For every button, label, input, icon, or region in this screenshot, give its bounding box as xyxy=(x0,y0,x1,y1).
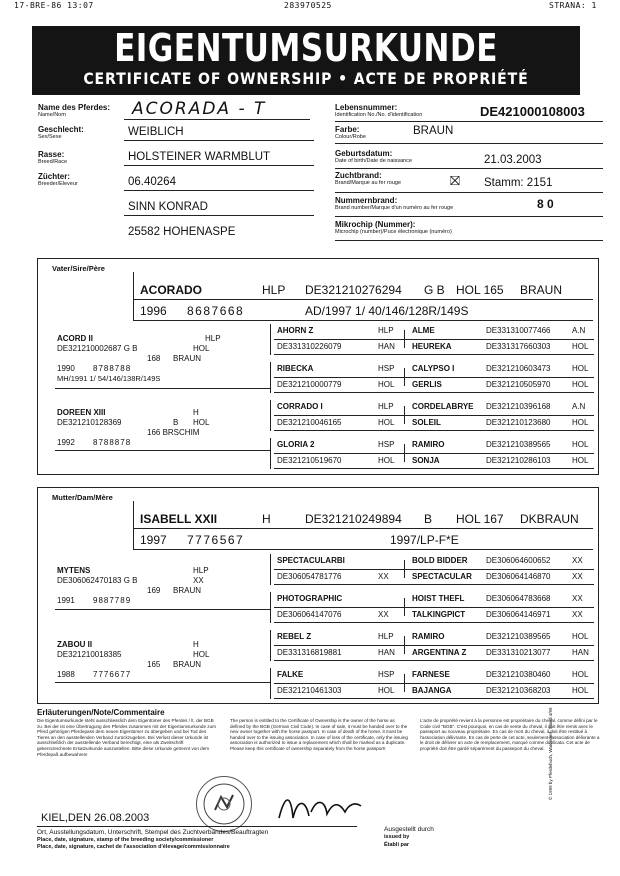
sire-ggp-3-mid-bracket xyxy=(404,406,405,424)
dam-ggp-2-sire-studbook: XX xyxy=(572,594,583,603)
sire-ggp-4-studbook: HOL xyxy=(378,456,395,465)
dam-ggp-4-sire-line xyxy=(404,683,594,684)
dam-ggp-4-dam-line xyxy=(404,698,594,699)
sire-name: ACORADO xyxy=(140,283,202,297)
breeder-id: 06.40264 xyxy=(124,176,314,191)
sire-ggp-4-mid-bracket xyxy=(404,444,405,462)
sire-ggp-2-title: HSP xyxy=(378,364,395,373)
dam-ggp-1-dam: SPECTACULAR xyxy=(412,572,472,581)
dam-ggp-3-dam-ueln: DE331310213077 xyxy=(486,648,551,657)
numbrand-underline xyxy=(335,216,603,217)
sire-ggp-1-dam-studbook: HOL xyxy=(572,342,589,351)
sire-ggp-2-sire-line xyxy=(404,377,594,378)
brand-label: Zuchtbrand: Brand/Marque au fer rouge xyxy=(335,171,402,186)
sire-ggp-2-studbook: HOL xyxy=(378,380,395,389)
dam-ggp-4-sire: FARNESE xyxy=(412,670,450,679)
sire-ggp-2-name-line xyxy=(274,377,404,378)
sire-ggp-1-title: HLP xyxy=(378,326,394,335)
dam-studbook: HOL 167 xyxy=(456,512,504,526)
sire-gp2-lnr: 8788878 xyxy=(93,438,132,447)
sire-ggp-1-mid-bracket xyxy=(404,330,405,348)
sire-title: HLP xyxy=(262,283,286,297)
dam-line-2 xyxy=(133,549,593,550)
sire-ggp-2-mid-bracket xyxy=(404,368,405,386)
sire-ggp-4-sire-studbook: HOL xyxy=(572,440,589,449)
dam-ggp-3-sire: RAMIRO xyxy=(412,632,445,641)
sire-gp1-studbook: HOL xyxy=(193,344,210,353)
name-label: Name des Pferdes: Name/Nom xyxy=(38,103,111,118)
notes-english: The person is entitled to the Certificate of Ownership is the owner of the horse as defined by the BGB (German Civil Code). In case of sale, it must be handed over to the new owner together with the horse passport. In case of death of the horse, it must be handed over to the issuing association. In case of loss of the certificate, only the issuing association is authorized to issue a replacement which shall be marked as a duplicate. Please keep this certificate of ownership separately from the horse passport! xyxy=(230,718,408,751)
dam-ggp-2-sire-line xyxy=(404,607,594,608)
dam-ggp-3-sire-ueln: DE321210389565 xyxy=(486,632,551,641)
dam-ggp-1-dam-ueln: DE306064146870 xyxy=(486,572,551,581)
dam-gp1-color: BRAUN xyxy=(173,586,202,595)
sire-performance: AD/1997 1/ 40/146/128R/149S xyxy=(305,304,469,318)
chip-underline xyxy=(335,240,603,241)
issued-by-de: Ausgestellt durch xyxy=(384,826,434,833)
dam-ggp-1-dam-line xyxy=(404,584,594,585)
sire-gp2-underline xyxy=(55,450,270,451)
dam-ggp-3-dam-studbook: HAN xyxy=(572,648,589,657)
horse-dob: 21.03.2003 xyxy=(484,154,542,166)
brand-mark-icon: ⛝ xyxy=(450,173,460,188)
dam-gp1-studbook: XX xyxy=(193,576,204,585)
sire-ggp-4-dam: SONJA xyxy=(412,456,440,465)
dam-gp2-num: 165 xyxy=(147,660,161,669)
sire-gp1-year: 1990 xyxy=(57,364,75,373)
breeder-city: 25582 HOHENASPE xyxy=(128,226,236,238)
sire-ggp-3-sire-line xyxy=(404,415,594,416)
dam-performance: 1997/LP-F*E xyxy=(390,533,459,547)
sire-ggp-4-sire: RAMIRO xyxy=(412,440,445,449)
life-number-label: Lebensnummer: Identification No./No. d'identification xyxy=(335,103,423,118)
dam-ggp-1-left-bracket xyxy=(270,554,271,585)
sire-ggp-1-ueln: DE331310226079 xyxy=(277,342,342,351)
dam-ggp-4-name: FALKE xyxy=(277,670,304,679)
dam-ggp-2-dam-line xyxy=(404,622,594,623)
dam-ggp-4-sire-ueln: DE321210380460 xyxy=(486,670,551,679)
sire-ggp-4-sire-ueln: DE321210389565 xyxy=(486,440,551,449)
fax-number: 283970525 xyxy=(284,1,332,10)
dam-gp2-ueln: DE321210018385 xyxy=(57,650,122,659)
sire-ggp-1-dam: HEUREKA xyxy=(412,342,452,351)
sire-gp1-num: 168 xyxy=(147,354,161,363)
sire-gp1-name: ACORD II xyxy=(57,334,93,343)
sire-ggp-4-left-bracket xyxy=(270,438,271,469)
dam-ggp-2-name: PHOTOGRAPHIC xyxy=(277,594,343,603)
dam-gp2-color: BRAUN xyxy=(173,660,202,669)
sire-ggp-2-name: RIBECKA xyxy=(277,364,314,373)
dam-ggp-4-studbook: HOL xyxy=(378,686,395,695)
dam-ggp-2-dam-ueln: DE306064146971 xyxy=(486,610,551,619)
dam-ggp-3-left-bracket xyxy=(270,630,271,661)
dam-ggp-1-sire-ueln: DE306064600652 xyxy=(486,556,551,565)
sire-studbook: HOL 165 xyxy=(456,283,504,297)
dam-ggp-2-dam: TALKINGPICT xyxy=(412,610,466,619)
horse-breed: HOLSTEINER WARMBLUT xyxy=(124,151,314,166)
issued-by-fr: Établi par xyxy=(384,842,410,848)
sire-ggp-4-sire-line xyxy=(404,453,594,454)
sire-ggp-3-left-bracket xyxy=(270,400,271,431)
notes-french: L'acte de propriété revient à la personne est propriétaire du cheval, comme défini par le Code civil "BGB". C'est pourquoi, en cas de vente du cheval, il doit être remis avec le passeport au nouveau propriétaire. En cas de mort du cheval, il doit être restitué à l'association délivrante. En cas de perte de cet acte, seulement l'association délivrante a le droit de délivrer un acte de remplacement, marqué comme duplicata. Cet acte de propriété doit être gardé séparément du passeport du cheval. xyxy=(420,718,600,751)
dam-ggp-3-name-line xyxy=(274,645,404,646)
sire-ggp-4-dam-studbook: HOL xyxy=(572,456,589,465)
fax-timestamp: 17-BRE-86 13:07 xyxy=(14,1,94,10)
dam-color: DKBRAUN xyxy=(520,512,579,526)
dam-ggp-4-mid-bracket xyxy=(404,674,405,692)
dam-ggp-1-sire: BOLD BIDDER xyxy=(412,556,468,565)
dam-ggp-3-dam-line xyxy=(404,660,594,661)
issued-by-en: issued by xyxy=(384,834,410,840)
chip-label: Mikrochip (Nummer): Microchip (number)/Puce électronique (numéro) xyxy=(335,220,452,235)
sire-ggp-1-sire-studbook: A.N xyxy=(572,326,586,335)
signature-caption-de: Ort, Ausstellungsdatum, Unterschrift, Stempel des Zuchtverbandes/Beauftragten xyxy=(37,829,269,836)
dam-gp2-lnr: 7776677 xyxy=(93,670,132,679)
sire-ggp-4-ueln-line xyxy=(274,468,404,469)
dam-gp2-name: ZABOU II xyxy=(57,640,93,649)
dam-ggp-3-studbook: HAN xyxy=(378,648,395,657)
dam-gp1-underline xyxy=(55,609,270,610)
document-subtitle: CERTIFICATE OF OWNERSHIP • ACTE DE PROPRIÉTÉ xyxy=(83,69,529,88)
sire-ggp-1-dam-ueln: DE331317660303 xyxy=(486,342,551,351)
dam-ggp-1-name-line xyxy=(274,569,404,570)
sire-ggp-3-name: CORRADO I xyxy=(277,402,323,411)
dam-ggp-3-ueln: DE331316819881 xyxy=(277,648,342,657)
sire-ggp-3-sire-ueln: DE321210396168 xyxy=(486,402,551,411)
sire-ggp-3-dam-ueln: DE321210123680 xyxy=(486,418,551,427)
dam-gp1-lnr: 9887789 xyxy=(93,596,132,605)
fax-page: STRANA: 1 xyxy=(549,1,597,10)
signature-line xyxy=(37,826,357,827)
sire-ggp-1-name-line xyxy=(274,339,404,340)
dam-ggp-2-ueln: DE306064147076 xyxy=(277,610,342,619)
sire-ggp-2-sire-ueln: DE321210603473 xyxy=(486,364,551,373)
dam-gp2-year: 1988 xyxy=(57,670,75,679)
dam-ggp-4-dam: BAJANGA xyxy=(412,686,452,695)
dam-ggp-4-ueln-line xyxy=(274,698,404,699)
sire-ggp-4-dam-line xyxy=(404,468,594,469)
dam-gp2-studbook: HOL xyxy=(193,650,210,659)
sire-ggp-3-ueln-line xyxy=(274,430,404,431)
dob-label: Geburtsdatum: Date of birth/Date de naissance xyxy=(335,149,413,164)
dam-gp1-year: 1991 xyxy=(57,596,75,605)
breeder-label: Züchter: Breeder/Eleveur xyxy=(38,172,78,187)
sire-ggp-1-left-bracket xyxy=(270,324,271,355)
dam-ggp-2-dam-studbook: XX xyxy=(572,610,583,619)
dob-underline xyxy=(335,168,603,169)
sire-gb: G B xyxy=(424,283,445,297)
sire-ggp-3-studbook: HOL xyxy=(378,418,395,427)
sire-ggp-1-sire-ueln: DE331310077466 xyxy=(486,326,551,335)
sire-ggp-4-ueln: DE321210519670 xyxy=(277,456,342,465)
signature-caption-en: Place, date, signature, stamp of the breeding society/commissioner xyxy=(37,837,214,843)
horse-sex: WEIBLICH xyxy=(124,126,314,141)
sire-gp1-lnr: 8788788 xyxy=(93,364,132,373)
numbrand-value: 8 0 xyxy=(537,197,554,211)
dam-gp1-name: MYTENS xyxy=(57,566,91,575)
dam-gp2-title: H xyxy=(193,640,199,649)
dam-line-1 xyxy=(133,528,593,529)
dam-ggp-3-title: HLP xyxy=(378,632,394,641)
title-banner xyxy=(32,26,580,95)
horse-name: ACORADA - T xyxy=(132,99,267,119)
sire-ggp-3-title: HLP xyxy=(378,402,394,411)
sire-gp1-color: BRAUN xyxy=(173,354,202,363)
dam-gp2-underline xyxy=(55,682,270,683)
official-seal-icon xyxy=(196,776,252,832)
breeder-name: SINN KONRAD xyxy=(124,201,314,216)
sire-ggp-4-name: GLORIA 2 xyxy=(277,440,315,449)
sire-ggp-2-dam: GERLIS xyxy=(412,380,442,389)
sire-ggp-2-ueln-line xyxy=(274,392,404,393)
dam-section-label: Mutter/Dam/Mère xyxy=(52,493,113,502)
dam-ggp-1-name: SPECTACULARBI xyxy=(277,556,345,565)
sire-ggp-2-ueln: DE321210000779 xyxy=(277,380,342,389)
dam-ggp-1-studbook: XX xyxy=(378,572,389,581)
sire-ggp-2-dam-ueln: DE321210505970 xyxy=(486,380,551,389)
signature-icon xyxy=(275,790,365,829)
sire-ggp-4-title: HSP xyxy=(378,440,395,449)
dam-lnr: 7776567 xyxy=(187,533,245,547)
sire-ggp-1-sire-line xyxy=(404,339,594,340)
document-title: EIGENTUMSURKUNDE xyxy=(114,26,498,70)
sire-gp2-name: DOREEN XIII xyxy=(57,408,106,417)
sire-year: 1996 xyxy=(140,304,167,318)
dam-title: H xyxy=(262,512,271,526)
life-underline xyxy=(335,121,603,122)
sire-ggp-2-left-bracket xyxy=(270,362,271,393)
sire-line-1 xyxy=(133,299,593,300)
dam-name: ISABELL XXII xyxy=(140,512,218,526)
sire-ggp-4-dam-ueln: DE321210286103 xyxy=(486,456,551,465)
sire-lnr: 8687668 xyxy=(187,304,245,318)
dam-ggp-1-sire-line xyxy=(404,569,594,570)
numbrand-label: Nummernbrand: Brand number/Marque d'un numéro au fer rouge xyxy=(335,196,454,211)
dam-ggp-1-dam-studbook: XX xyxy=(572,572,583,581)
sire-gp2-year: 1992 xyxy=(57,438,75,447)
dam-gp1-ueln: DE306062470183 G B xyxy=(57,576,138,585)
dam-ggp-1-mid-bracket xyxy=(404,560,405,578)
sire-ggp-1-name: AHORN Z xyxy=(277,326,314,335)
sire-gp1-perf: MH/1991 1/ 54/146/138R/149S xyxy=(57,374,161,383)
dam-ggp-4-sire-studbook: HOL xyxy=(572,670,589,679)
dam-year: 1997 xyxy=(140,533,167,547)
sire-gp2-title: H xyxy=(193,408,199,417)
dam-ueln: DE321210249894 xyxy=(305,512,402,526)
sire-section-label: Vater/Sire/Père xyxy=(52,264,105,273)
dam-ggp-1-sire-studbook: XX xyxy=(572,556,583,565)
dam-ggp-3-sire-studbook: HOL xyxy=(572,632,589,641)
dam-gp1-num: 169 xyxy=(147,586,161,595)
dam-ggp-3-name: REBEL Z xyxy=(277,632,312,641)
dam-ggp-2-studbook: XX xyxy=(378,610,389,619)
sire-ggp-1-dam-line xyxy=(404,354,594,355)
dam-ggp-4-dam-ueln: DE321210368203 xyxy=(486,686,551,695)
sire-bracket xyxy=(133,272,134,320)
sire-color: BRAUN xyxy=(520,283,563,297)
dam-ggp-3-ueln-line xyxy=(274,660,404,661)
sire-ggp-3-ueln: DE321210046165 xyxy=(277,418,342,427)
sire-gp1-underline xyxy=(55,388,270,389)
sire-ggp-3-dam-line xyxy=(404,430,594,431)
dam-ggp-2-name-line xyxy=(274,607,404,608)
dam-gb: B xyxy=(424,512,433,526)
place-date: KIEL,DEN 26.08.2003 xyxy=(41,812,150,824)
sire-ggp-1-ueln-line xyxy=(274,354,404,355)
sire-ggp-1-studbook: HAN xyxy=(378,342,395,351)
dam-ggp-4-ueln: DE321210461303 xyxy=(277,686,342,695)
sire-line-2 xyxy=(133,320,593,321)
dam-ggp-3-mid-bracket xyxy=(404,636,405,654)
sire-ggp-3-dam: SOLEIL xyxy=(412,418,441,427)
dam-ggp-2-mid-bracket xyxy=(404,598,405,616)
sire-ggp-3-dam-studbook: HOL xyxy=(572,418,589,427)
breed-label: Rasse: Breed/Race xyxy=(38,150,68,165)
sire-ggp-3-name-line xyxy=(274,415,404,416)
notes-label: Erläuterungen/Note/Commentaire xyxy=(37,708,165,717)
dam-ggp-4-name-line xyxy=(274,683,404,684)
notes-german: Die Eigentumsurkunde steht ausschliesslich dem Eigentümer des Pferdes / lt. der BGB zu. Bei der ist eine Übertragung des Pferdes zusammen mit der Eigentumsurkunde zum Pferd gehörigen Pferdepass dem neuen Eigentümer zu übergeben und bei Tod des Tieres an den ausstellenden Verband zurückzugeben. Bei Verlust dieser Urkunde ist ausschließlich der ausstellende Verband berechtigt, eine als Zweitschrift gekennzeichnete Ersatzurkunde auszustellen. Bitte diese Urkunde getrennt von dem Pferdepaß aufbewahren! xyxy=(37,718,216,757)
dam-ggp-3-sire-line xyxy=(404,645,594,646)
sire-ggp-3-sire: CORDELABRYE xyxy=(412,402,474,411)
brand-underline xyxy=(335,192,603,193)
sire-gp2-extra: 166 BRSCHIM xyxy=(147,428,200,437)
dam-ggp-1-ueln: DE306054781776 xyxy=(277,572,342,581)
brand-stamm: Stamm: 2151 xyxy=(484,177,553,189)
horse-color: BRAUN xyxy=(413,125,454,137)
sex-label: Geschlecht: Sex/Sexe xyxy=(38,125,84,140)
color-label: Farbe: Colour/Robe xyxy=(335,125,366,140)
dam-ggp-4-title: HSP xyxy=(378,670,395,679)
sire-gp1-ueln: DE321210002687 G B xyxy=(57,344,138,353)
color-underline xyxy=(335,143,603,144)
sire-ggp-2-dam-studbook: HOL xyxy=(572,380,589,389)
signature-caption-fr: Place, date, signature, cachet de l'association d'élevage/commissionnaire xyxy=(37,844,230,850)
sire-ueln: DE321210276294 xyxy=(305,283,402,297)
dam-ggp-1-ueln-line xyxy=(274,584,404,585)
dam-ggp-2-sire: HOIST THEFL xyxy=(412,594,465,603)
dam-ggp-4-dam-studbook: HOL xyxy=(572,686,589,695)
dam-ggp-2-ueln-line xyxy=(274,622,404,623)
sire-gp2-studbook: HOL xyxy=(193,418,210,427)
dam-ggp-2-sire-ueln: DE306064783668 xyxy=(486,594,551,603)
life-number: DE421000108003 xyxy=(480,104,585,119)
sire-ggp-2-dam-line xyxy=(404,392,594,393)
sire-ggp-2-sire-studbook: HOL xyxy=(572,364,589,373)
sire-ggp-4-name-line xyxy=(274,453,404,454)
copyright-note: © 1999 by Pferdebuch, Warendorf, Stand 4/99 xyxy=(548,707,553,800)
sire-gp1-title: HLP xyxy=(205,334,221,343)
dam-gp1-title: HLP xyxy=(193,566,209,575)
sire-ggp-3-sire-studbook: A.N xyxy=(572,402,586,411)
sire-gp2-ueln: DE321210128369 xyxy=(57,418,122,427)
dam-bracket xyxy=(133,501,134,549)
sire-ggp-2-sire: CALYPSO I xyxy=(412,364,455,373)
dam-ggp-2-left-bracket xyxy=(270,592,271,623)
sire-gp2-num: B xyxy=(173,418,179,427)
dam-ggp-4-left-bracket xyxy=(270,668,271,699)
dam-ggp-3-dam: ARGENTINA Z xyxy=(412,648,467,657)
sire-ggp-1-sire: ALME xyxy=(412,326,435,335)
